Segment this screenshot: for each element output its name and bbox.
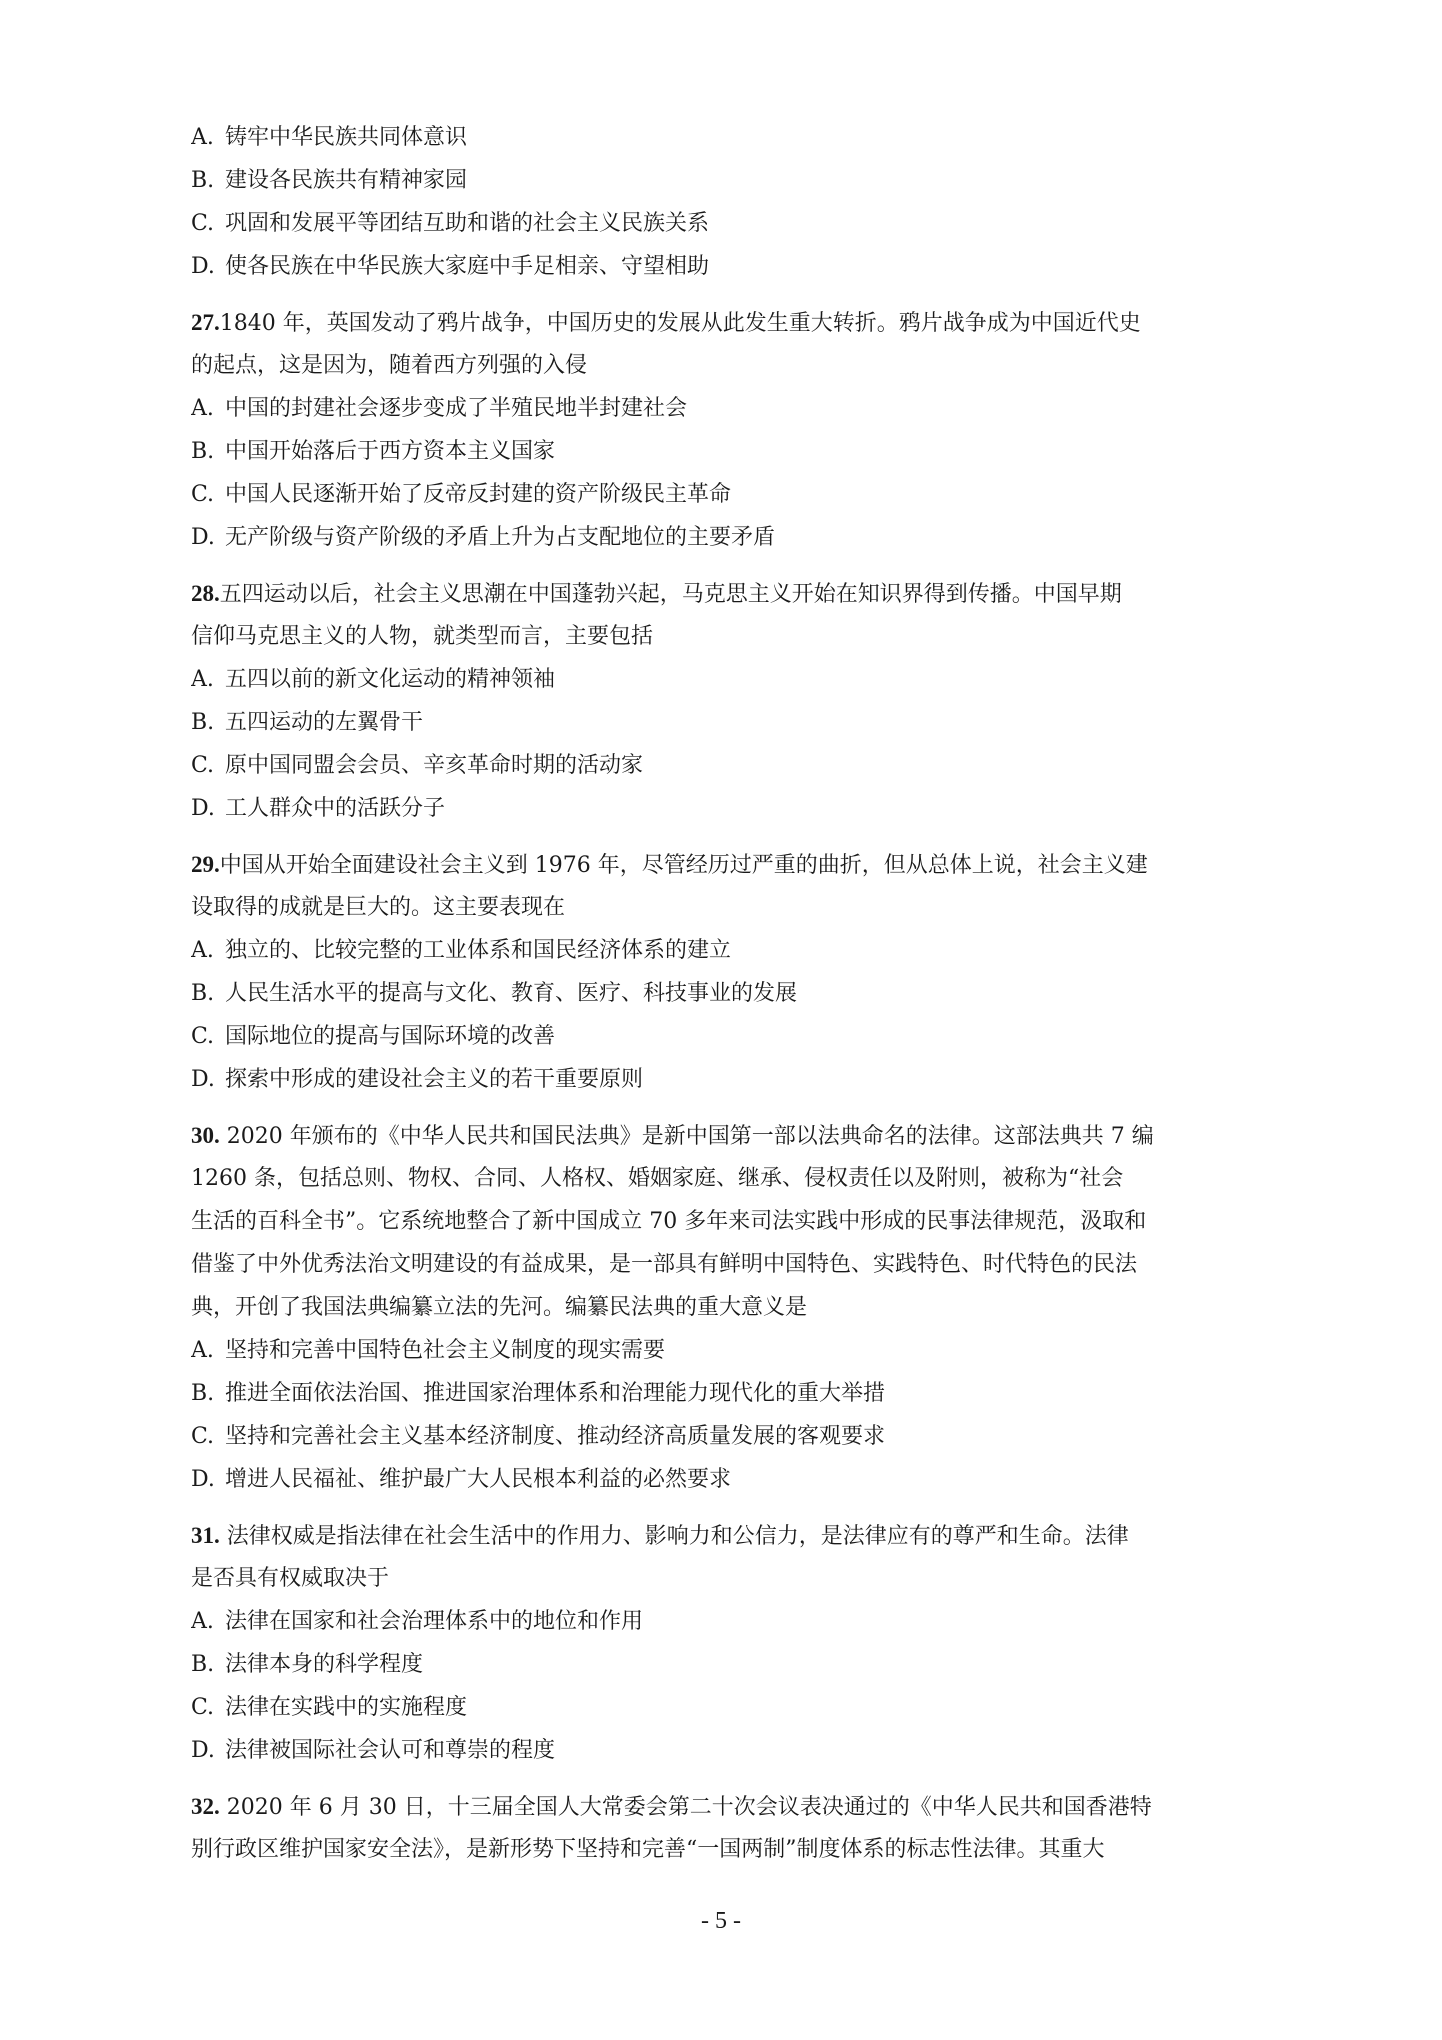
q30-option-d[interactable]: D. 增进人民福祉、维护最广大人民根本利益的必然要求 — [191, 1467, 732, 1492]
question-30-stem-line-1: 30. 2020 年颁布的《中华人民共和国民法典》是新中国第一部以法典命名的法律。这部法典共 7 编 — [191, 1123, 1154, 1149]
question-27-stem-line-2: 的起点，这是因为，随着西方列强的入侵 — [191, 353, 588, 378]
q26-option-b[interactable]: B. 建设各民族共有精神家园 — [191, 168, 468, 193]
q31-option-a[interactable]: A. 法律在国家和社会治理体系中的地位和作用 — [191, 1609, 644, 1634]
question-32-stem-line-2: 别行政区维护国家安全法》，是新形势下坚持和完善“一国两制”制度体系的标志性法律。其重大 — [191, 1837, 1105, 1862]
question-28-number: 28. — [191, 581, 220, 606]
question-30-stem-line-2: 1260 条，包括总则、物权、合同、人格权、婚姻家庭、继承、侵权责任以及附则，被称为“社会 — [191, 1166, 1124, 1191]
question-28 — [191, 572, 1261, 830]
q28-option-b[interactable]: B. 五四运动的左翼骨干 — [191, 710, 424, 735]
q26-option-c[interactable]: C. 巩固和发展平等团结互助和谐的社会主义民族关系 — [191, 211, 710, 236]
q26-option-d[interactable]: D. 使各民族在中华民族大家庭中手足相亲、守望相助 — [191, 254, 710, 279]
question-30-stem-line-5: 典，开创了我国法典编纂立法的先河。编纂民法典的重大意义是 — [191, 1295, 808, 1320]
q29-option-d[interactable]: D. 探索中形成的建设社会主义的若干重要原则 — [191, 1067, 644, 1092]
question-28-stem-line-1: 28.五四运动以后，社会主义思潮在中国蓬勃兴起，马克思主义开始在知识界得到传播。中国早期 — [191, 581, 1122, 607]
question-29-stem-line-1: 29.中国从开始全面建设社会主义到 1976 年，尽管经历过严重的曲折，但从总体上说，社会主义建 — [191, 852, 1148, 878]
q28-option-d[interactable]: D. 工人群众中的活跃分子 — [191, 796, 446, 821]
q29-option-c[interactable]: C. 国际地位的提高与国际环境的改善 — [191, 1024, 556, 1049]
q30-option-b[interactable]: B. 推进全面依法治国、推进国家治理体系和治理能力现代化的重大举措 — [191, 1381, 886, 1406]
q31-option-c[interactable]: C. 法律在实践中的实施程度 — [191, 1695, 468, 1720]
q27-option-c[interactable]: C. 中国人民逐渐开始了反帝反封建的资产阶级民主革命 — [191, 482, 732, 507]
q27-option-b[interactable]: B. 中国开始落后于西方资本主义国家 — [191, 439, 556, 464]
q30-option-a[interactable]: A. 坚持和完善中国特色社会主义制度的现实需要 — [191, 1338, 666, 1363]
question-27 — [191, 301, 1261, 559]
q29-option-a[interactable]: A. 独立的、比较完整的工业体系和国民经济体系的建立 — [191, 938, 732, 963]
question-29-number: 29. — [191, 852, 220, 877]
page-content — [191, 116, 1261, 1871]
question-31-stem-line-2: 是否具有权威取决于 — [191, 1566, 390, 1591]
q31-option-d[interactable]: D. 法律被国际社会认可和尊崇的程度 — [191, 1738, 556, 1763]
question-30-stem-line-4: 借鉴了中外优秀法治文明建设的有益成果，是一部具有鲜明中国特色、实践特色、时代特色的民法 — [191, 1252, 1138, 1277]
question-32-number: 32. — [191, 1794, 220, 1819]
q30-option-c[interactable]: C. 坚持和完善社会主义基本经济制度、推动经济高质量发展的客观要求 — [191, 1424, 886, 1449]
question-31 — [191, 1514, 1261, 1772]
question-27-stem-line-1: 27.1840 年，英国发动了鸦片战争，中国历史的发展从此发生重大转折。鸦片战争成为中国近代史 — [191, 310, 1141, 336]
question-30 — [191, 1114, 1261, 1501]
question-30-stem-line-3: 生活的百科全书”。它系统地整合了新中国成立 70 多年来司法实践中形成的民事法律规范，汲取和 — [191, 1209, 1147, 1234]
question-29-stem-line-2: 设取得的成就是巨大的。这主要表现在 — [191, 895, 566, 920]
q31-option-b[interactable]: B. 法律本身的科学程度 — [191, 1652, 424, 1677]
q26-options — [191, 116, 1261, 288]
question-28-stem-line-2: 信仰马克思主义的人物，就类型而言，主要包括 — [191, 624, 654, 649]
q29-option-b[interactable]: B. 人民生活水平的提高与文化、教育、医疗、科技事业的发展 — [191, 981, 798, 1006]
question-32-stem-line-1: 32. 2020 年 6 月 30 日，十三届全国人大常委会第二十次会议表决通过的《中华人民共和国香港特 — [191, 1794, 1152, 1820]
q28-option-c[interactable]: C. 原中国同盟会会员、辛亥革命时期的活动家 — [191, 753, 644, 778]
question-30-number: 30. — [191, 1123, 220, 1148]
q26-option-a[interactable]: A. 铸牢中华民族共同体意识 — [191, 125, 468, 150]
q28-option-a[interactable]: A. 五四以前的新文化运动的精神领袖 — [191, 667, 556, 692]
page-number: - 5 - — [701, 1908, 741, 1934]
question-31-stem-line-1: 31. 法律权威是指法律在社会生活中的作用力、影响力和公信力，是法律应有的尊严和生命。法律 — [191, 1523, 1129, 1549]
question-32 — [191, 1785, 1261, 1871]
question-27-number: 27. — [191, 310, 220, 335]
question-29 — [191, 843, 1261, 1101]
question-31-number: 31. — [191, 1523, 220, 1548]
q27-option-a[interactable]: A. 中国的封建社会逐步变成了半殖民地半封建社会 — [191, 396, 688, 421]
q27-option-d[interactable]: D. 无产阶级与资产阶级的矛盾上升为占支配地位的主要矛盾 — [191, 525, 776, 550]
